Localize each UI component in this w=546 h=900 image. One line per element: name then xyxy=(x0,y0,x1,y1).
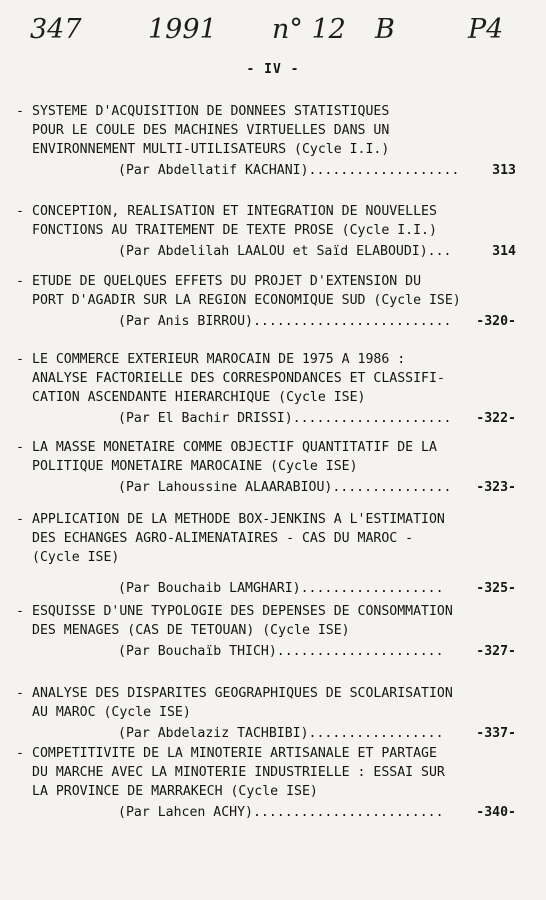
entry-title-line: FONCTIONS AU TRAITEMENT DE TEXTE PROSE (Cycle I.I.) xyxy=(32,223,437,238)
entry-bullet: - xyxy=(16,512,24,527)
entry-title-line: AU MAROC (Cycle ISE) xyxy=(32,705,191,720)
entry-page-number: -320- xyxy=(476,314,516,329)
entry-title-line: PORT D'AGADIR SUR LA REGION ECONOMIQUE SUD (Cycle ISE) xyxy=(32,293,461,308)
entry-title-line: (Cycle ISE) xyxy=(32,550,120,565)
entry-title-line: LE COMMERCE EXTERIEUR MAROCAIN DE 1975 A 1986 : xyxy=(32,352,406,367)
entry-page-number: -323- xyxy=(476,480,516,495)
entry-title-line: LA PROVINCE DE MARRAKECH (Cycle ISE) xyxy=(32,784,318,799)
entry-title-line: ANALYSE FACTORIELLE DES CORRESPONDANCES ET CLASSIFI- xyxy=(32,371,445,386)
handwritten-note: P4 xyxy=(468,14,504,45)
entry-title-line: POUR LE COULE DES MACHINES VIRTUELLES DANS UN xyxy=(32,123,390,138)
entry-bullet: - xyxy=(16,686,24,701)
entry-title-line: CONCEPTION, REALISATION ET INTEGRATION DE NOUVELLES xyxy=(32,204,437,219)
entry-title-line: ETUDE DE QUELQUES EFFETS DU PROJET D'EXTENSION DU xyxy=(32,274,422,289)
entry-author: (Par Abdelaziz TACHBIBI)................. xyxy=(118,726,444,741)
entry-page-number: -322- xyxy=(476,411,516,426)
entry-author: (Par Bouchaib LAMGHARI).................. xyxy=(118,581,444,596)
entry-title-line: CATION ASCENDANTE HIERARCHIQUE (Cycle ISE) xyxy=(32,390,366,405)
entry-author: (Par Abdellatif KACHANI)................... xyxy=(118,163,460,178)
handwritten-annotation xyxy=(0,14,546,62)
entry-author: (Par Lahcen ACHY)........................ xyxy=(118,805,444,820)
entry-bullet: - xyxy=(16,440,24,455)
handwritten-note: n° 12 xyxy=(272,14,346,45)
entry-title-line: DU MARCHE AVEC LA MINOTERIE INDUSTRIELLE : ESSAI SUR xyxy=(32,765,445,780)
entry-title-line: DES ECHANGES AGRO-ALIMENATAIRES - CAS DU MAROC - xyxy=(32,531,414,546)
entry-title-line: ANALYSE DES DISPARITES GEOGRAPHIQUES DE SCOLARISATION xyxy=(32,686,453,701)
entry-bullet: - xyxy=(16,104,24,119)
entry-title-line: POLITIQUE MONETAIRE MAROCAINE (Cycle ISE) xyxy=(32,459,358,474)
handwritten-note: 1991 xyxy=(148,14,217,45)
entry-author: (Par El Bachir DRISSI).................... xyxy=(118,411,452,426)
entry-bullet: - xyxy=(16,274,24,289)
entry-bullet: - xyxy=(16,352,24,367)
entry-author: (Par Bouchaïb THICH)..................... xyxy=(118,644,444,659)
entry-author: (Par Lahoussine ALAARABIOU)............... xyxy=(118,480,452,495)
entry-page-number: -337- xyxy=(476,726,516,741)
entry-bullet: - xyxy=(16,746,24,761)
handwritten-note: 347 xyxy=(30,14,82,45)
entry-author: (Par Anis BIRROU)......................... xyxy=(118,314,452,329)
entry-title-line: ESQUISSE D'UNE TYPOLOGIE DES DEPENSES DE CONSOMMATION xyxy=(32,604,453,619)
entry-title-line: COMPETITIVITE DE LA MINOTERIE ARTISANALE ET PARTAGE xyxy=(32,746,437,761)
entry-title-line: ENVIRONNEMENT MULTI-UTILISATEURS (Cycle I.I.) xyxy=(32,142,390,157)
handwritten-note: B xyxy=(375,14,395,45)
entry-bullet: - xyxy=(16,604,24,619)
entry-page-number: -340- xyxy=(476,805,516,820)
entry-title-line: LA MASSE MONETAIRE COMME OBJECTIF QUANTITATIF DE LA xyxy=(32,440,437,455)
entry-author: (Par Abdelilah LAALOU et Saïd ELABOUDI)... xyxy=(118,244,452,259)
page-number: - IV - xyxy=(246,62,300,77)
entry-page-number: 313 xyxy=(492,163,516,178)
entry-bullet: - xyxy=(16,204,24,219)
entry-title-line: SYSTEME D'ACQUISITION DE DONNEES STATISTIQUES xyxy=(32,104,390,119)
entry-page-number: -325- xyxy=(476,581,516,596)
entry-page-number: -327- xyxy=(476,644,516,659)
entry-page-number: 314 xyxy=(492,244,516,259)
entry-title-line: APPLICATION DE LA METHODE BOX-JENKINS A L'ESTIMATION xyxy=(32,512,445,527)
entry-title-line: DES MENAGES (CAS DE TETOUAN) (Cycle ISE) xyxy=(32,623,350,638)
